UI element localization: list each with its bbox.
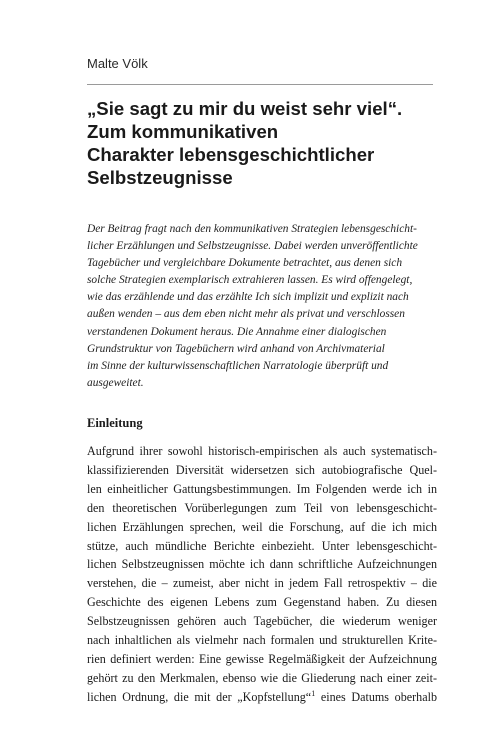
body-line: stütze, auch mündliche Berichte einbezieht. Unter lebensgeschicht- [87,538,437,553]
abstract-line: Grundstruktur von Tagebüchern wird anhand von Archivmaterial [87,342,385,355]
body-line: Selbstzeugnissen gehören auch Tagebücher, die wiederum weniger [87,614,437,629]
title-line: Selbstzeugnisse [87,167,233,188]
body-line: verstehen, die – zumeist, aber nicht in jedem Fall retrospektiv – die [87,576,437,591]
footnote-marker[interactable]: 1 [311,688,316,698]
body-line: gehört zu den Merkmalen, ebenso wie die Gliederung nach einer zeit- [87,670,437,685]
body-line: klassifizierenden Diversität widersetzen sich autobiografische Quel- [87,462,437,477]
section-heading: Einleitung [87,416,143,430]
abstract-line: Der Beitrag fragt nach den kommunikativen Strategien lebensgeschicht- [87,223,417,235]
article-title [87,97,437,189]
abstract-line: ausgeweitet. [87,376,144,389]
body-line: rien definiert werden: Eine gewisse Regelmäßigkeit der Aufzeichnung [87,651,437,666]
abstract-line: verstandenen Dokument heraus. Die Annahme einer dialogischen [87,325,387,338]
title-line: Zum kommunikativen [87,121,279,142]
body-line: lichen Erzählungen sprechen, weil die Forschung, auf die ich mich [87,519,437,534]
header-rule [87,84,433,85]
body-text [87,442,437,707]
body-line: den theoretischen Vorüberlegungen zum Teil von lebensgeschicht- [87,500,437,515]
abstract-line: außen wenden – aus dem eben nicht mehr als privat und verschlossen [87,308,405,321]
author-name: Malte Völk [87,56,148,71]
abstract-line: im Sinne der kulturwissenschaftlichen Narratologie überprüft und [87,359,389,372]
body-line-last-text: lichen Ordnung, die mit der „Kopfstellung“ [87,689,312,704]
abstract-line: solche Strategien exemplarisch extrahieren lassen. Es wird offengelegt, [87,274,413,287]
body-line: Geschichte des eigenen Lebens zum Gegenstand haben. Zu diesen [87,595,437,610]
body-line-last-tail: eines Datums oberhalb [315,689,437,704]
abstract-line: Tagebücher und vergleichbare Dokumente betrachtet, aus denen sich [87,257,403,270]
abstract-line: licher Erzählungen und Selbstzeugnisse. Dabei werden unveröffentlichte [87,240,418,253]
title-line: Charakter lebensgeschichtlicher [87,144,375,165]
body-line: len einheitlicher Gattungsbestimmungen. Im Folgenden werde ich in [87,481,437,496]
abstract-line: wie das erzählende und das erzählte Ich sich implizit und explizit nach [87,291,409,304]
body-line: Aufgrund ihrer sowohl historisch-empirischen als auch systematisch- [87,444,437,458]
abstract [87,221,437,392]
body-line-last [87,688,437,707]
body-line: nach inhaltlichen als vielmehr nach formalen und strukturellen Krite- [87,633,437,648]
body-line: lichen Selbstzeugnissen möchte ich dann schriftliche Aufzeichnungen [87,557,437,572]
title-line: „Sie sagt zu mir du weist sehr viel“. [87,98,403,119]
